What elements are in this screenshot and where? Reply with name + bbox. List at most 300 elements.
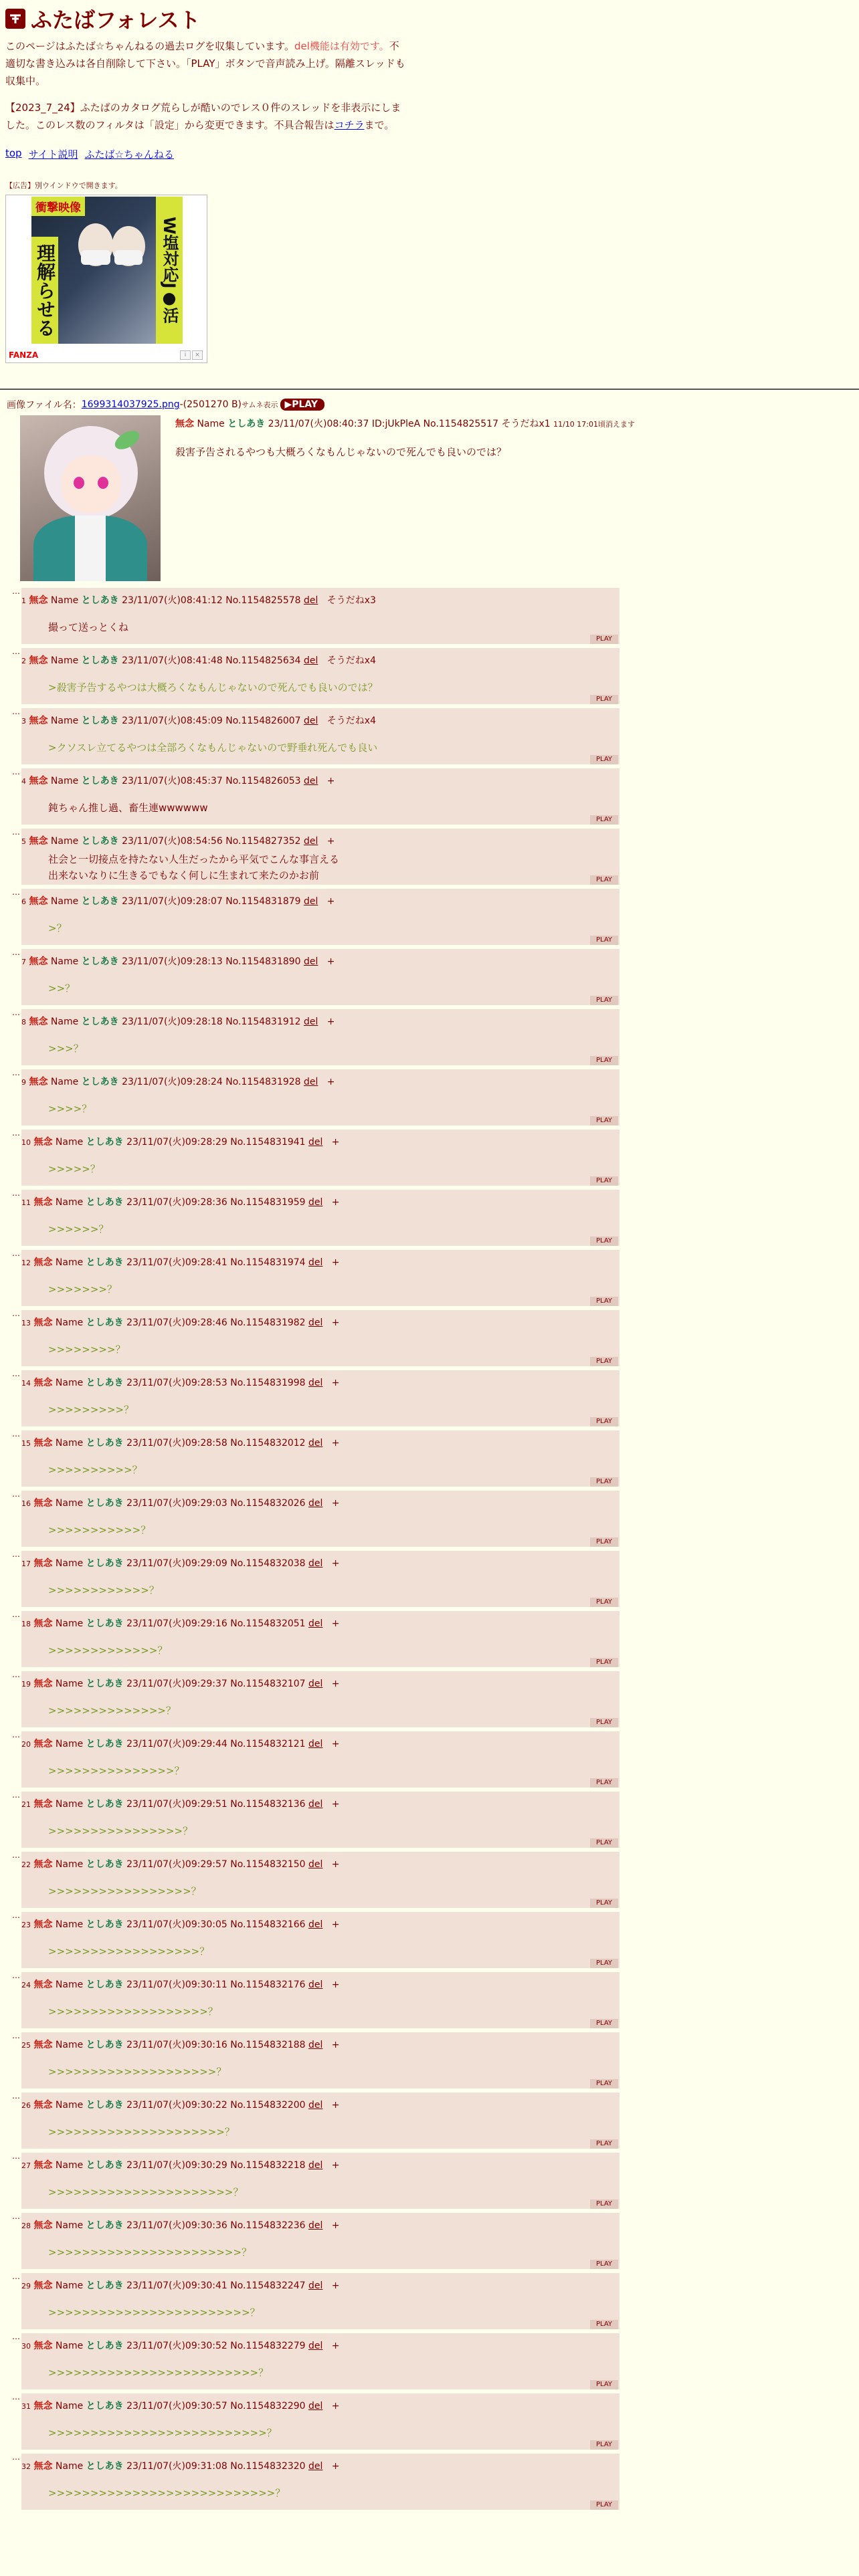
reply-sodane[interactable]: + (331, 1679, 340, 1689)
reply-text-line: >>>>>>>>>>>>>>>>？ (48, 1825, 193, 1837)
ad-close-icon[interactable]: × (192, 350, 203, 360)
reply-dots: … (12, 1911, 20, 1920)
reply-del-link[interactable]: del (308, 2040, 323, 2050)
reply-box (21, 1310, 619, 1366)
reply-no[interactable]: No.1154832136 (230, 1799, 306, 1810)
op-post (20, 415, 859, 581)
reply-row (0, 1250, 859, 1306)
reply-no[interactable]: No.1154832107 (230, 1679, 306, 1689)
file-info (7, 398, 859, 411)
reply-play-button[interactable]: PLAY (590, 2500, 618, 2510)
reply-number-index: 10 (21, 1138, 31, 1147)
reply-del-link[interactable]: del (308, 2100, 323, 2111)
reply-row (0, 1310, 859, 1366)
reply-name: としあき (81, 956, 119, 967)
reply-play-button[interactable]: PLAY (590, 815, 618, 825)
reply-text (48, 1041, 84, 1055)
reply-row (0, 829, 859, 885)
reply-number-index: 14 (21, 1379, 31, 1388)
bug-report-link[interactable]: コチラ (334, 119, 365, 131)
reply-name-label: Name (55, 2100, 84, 2111)
reply-no[interactable]: No.1154832038 (230, 1558, 306, 1569)
reply-del-link[interactable]: del (304, 776, 318, 786)
notice-text-a: 【2023_7_24】ふたばのカタログ荒らしが酷いのでレス０件のスレッドを非表示にしました。このレス数のフィルタは「設定」から変更できます。不具合報告は (5, 102, 401, 131)
reply-del-link[interactable]: del (308, 1558, 323, 1569)
site-title-bar (5, 5, 854, 32)
reply-box (21, 2273, 619, 2329)
reply-name: としあき (81, 1077, 119, 1087)
reply-del-link[interactable]: del (304, 595, 318, 606)
reply-name-label: Name (55, 1438, 84, 1448)
reply-row (0, 1491, 859, 1547)
reply-subject: 無念 (33, 1378, 53, 1388)
reply-del-link[interactable]: del (308, 1378, 323, 1388)
reply-name-label: Name (55, 1257, 84, 1268)
reply-header (21, 2098, 340, 2111)
reply-sodane[interactable]: + (326, 1016, 335, 1027)
reply-play-button[interactable]: PLAY (590, 1598, 618, 1607)
reply-box (21, 1551, 619, 1607)
reply-dots: … (12, 2392, 20, 2401)
reply-date: 23/11/07(火)09:28:07 (122, 896, 223, 907)
reply-play-button[interactable]: PLAY (590, 1237, 618, 1246)
reply-text-line: >>>>>>>？ (48, 1283, 117, 1295)
reply-no[interactable]: No.1154832218 (230, 2160, 306, 2171)
reply-date: 23/11/07(火)09:30:57 (126, 2401, 227, 2411)
reply-row (0, 1190, 859, 1246)
reply-sodane[interactable]: + (331, 1498, 340, 1509)
reply-subject: 無念 (29, 716, 48, 726)
reply-sodane[interactable]: + (326, 776, 335, 786)
reply-del-link[interactable]: del (304, 1016, 318, 1027)
reply-date: 23/11/07(火)08:54:56 (122, 836, 223, 847)
reply-text (48, 1884, 201, 1898)
reply-no[interactable]: No.1154832279 (230, 2341, 306, 2351)
reply-play-button[interactable]: PLAY (590, 1959, 618, 1968)
reply-name: としあき (86, 1378, 124, 1388)
reply-date: 23/11/07(火)09:30:52 (126, 2341, 227, 2351)
reply-sodane[interactable]: + (331, 1799, 340, 1810)
ad-brand-logo: FANZA (9, 350, 39, 360)
ad-mask-1 (81, 250, 110, 265)
reply-dots: … (12, 1249, 20, 1258)
reply-text-line: >>>>>>>>>？ (48, 1404, 134, 1416)
reply-header (21, 2459, 340, 2472)
reply-row (0, 1130, 859, 1186)
reply-sodane[interactable]: + (331, 1618, 340, 1629)
reply-sodane[interactable]: + (331, 2040, 340, 2050)
reply-row (0, 2273, 859, 2329)
desc-text-a: このページはふたば☆ちゃんねるの過去ログを収集しています。 (5, 40, 294, 52)
reply-play-button[interactable]: PLAY (590, 2260, 618, 2269)
reply-sodane[interactable]: + (331, 1438, 340, 1448)
reply-del-link[interactable]: del (308, 1137, 323, 1148)
reply-text (48, 1523, 151, 1537)
reply-del-link[interactable]: del (308, 1679, 323, 1689)
reply-no[interactable]: No.1154831941 (230, 1137, 306, 1148)
reply-no[interactable]: No.1154825578 (225, 595, 301, 606)
reply-no[interactable]: No.1154832051 (230, 1618, 306, 1629)
reply-row (0, 2153, 859, 2209)
reply-dots: … (12, 1549, 20, 1559)
reply-name-label: Name (55, 1799, 84, 1810)
reply-date: 23/11/07(火)09:28:46 (126, 1317, 227, 1328)
reply-number-index: 6 (21, 897, 26, 906)
op-thumbnail[interactable] (20, 415, 161, 581)
reply-text-line: >>>>>>>>>>>>>？ (48, 1644, 168, 1656)
reply-del-link[interactable]: del (308, 2220, 323, 2231)
reply-row (0, 2032, 859, 2088)
reply-sodane[interactable]: + (331, 2341, 340, 2351)
reply-text (48, 1402, 134, 1416)
reply-text (48, 2426, 277, 2440)
reply-del-link[interactable]: del (308, 1438, 323, 1448)
op-subject: 無念 (175, 419, 194, 429)
reply-sodane[interactable]: + (331, 2160, 340, 2171)
reply-text-line: 鈍ちゃん推し過、畜生連wwwwww (48, 802, 208, 814)
reply-no[interactable]: No.1154831912 (225, 1016, 301, 1027)
reply-subject: 無念 (33, 1739, 53, 1749)
reply-subject: 無念 (33, 1317, 53, 1328)
reply-name-label: Name (55, 1919, 84, 1930)
reply-date: 23/11/07(火)09:30:22 (126, 2100, 227, 2111)
reply-header (21, 1977, 340, 1991)
reply-name-label: Name (50, 1077, 79, 1087)
reply-name: としあき (86, 2220, 124, 2231)
reply-name-label: Name (50, 716, 79, 726)
reply-sodane[interactable]: そうだねx4 (326, 716, 376, 726)
reply-text (48, 1342, 126, 1356)
reply-name-label: Name (50, 836, 79, 847)
reply-no[interactable]: No.1154831998 (230, 1378, 306, 1388)
thread-separator (0, 389, 859, 390)
nav-top-link[interactable]: top (5, 147, 22, 159)
reply-no[interactable]: No.1154825634 (225, 655, 301, 666)
reply-sodane[interactable]: + (326, 836, 335, 847)
reply-del-link[interactable]: del (308, 1498, 323, 1509)
op-number[interactable]: No.1154825517 (423, 419, 498, 429)
reply-name-label: Name (50, 776, 79, 786)
reply-no[interactable]: No.1154832320 (230, 2461, 306, 2472)
reply-name: としあき (86, 2040, 124, 2050)
reply-no[interactable]: No.1154832026 (230, 1498, 306, 1509)
reply-box (21, 2454, 619, 2510)
reply-del-link[interactable]: del (308, 2341, 323, 2351)
reply-del-link[interactable]: del (304, 1077, 318, 1087)
reply-no[interactable]: No.1154832236 (230, 2220, 306, 2231)
reply-subject: 無念 (29, 836, 48, 847)
reply-name-label: Name (50, 1016, 79, 1027)
reply-dots: … (12, 887, 20, 897)
reply-dots: … (12, 1309, 20, 1318)
reply-sodane[interactable]: + (331, 2461, 340, 2472)
reply-sodane[interactable]: + (331, 1919, 340, 1930)
reply-row (0, 1009, 859, 1065)
reply-row (0, 2213, 859, 2269)
ad-note: 【広告】別ウインドウで開きます。 (5, 181, 122, 190)
reply-del-link[interactable]: del (308, 2160, 323, 2171)
reply-del-link[interactable]: del (308, 1317, 323, 1328)
reply-name-label: Name (50, 595, 79, 606)
reply-sodane[interactable]: + (331, 1739, 340, 1749)
reply-name-label: Name (55, 2160, 84, 2171)
ad-banner[interactable] (5, 195, 207, 363)
reply-play-button[interactable]: PLAY (590, 2320, 618, 2329)
reply-number-index: 5 (21, 837, 26, 846)
reply-play-button[interactable]: PLAY (590, 755, 618, 764)
reply-header (21, 714, 376, 727)
reply-header (21, 1135, 340, 1148)
reply-dots: … (12, 1068, 20, 1077)
reply-date: 23/11/07(火)09:29:57 (126, 1859, 227, 1870)
reply-date: 23/11/07(火)09:28:53 (126, 1378, 227, 1388)
futaba-logo-icon (5, 9, 25, 29)
reply-text (48, 981, 75, 995)
reply-del-link[interactable]: del (308, 2280, 323, 2291)
reply-del-link[interactable]: del (308, 1739, 323, 1749)
reply-text (48, 2245, 252, 2259)
reply-no[interactable]: No.1154832290 (230, 2401, 306, 2411)
reply-play-button[interactable]: PLAY (590, 2139, 618, 2149)
reply-play-button[interactable]: PLAY (590, 1537, 618, 1547)
reply-play-button[interactable]: PLAY (590, 1477, 618, 1487)
reply-number-index: 12 (21, 1259, 31, 1267)
reply-del-link[interactable]: del (308, 1257, 323, 1268)
reply-header (21, 2399, 340, 2412)
reply-no[interactable]: No.1154832150 (230, 1859, 306, 1870)
reply-del-link[interactable]: del (304, 836, 318, 847)
reply-subject: 無念 (33, 2040, 53, 2050)
ad-image[interactable] (31, 197, 183, 344)
reply-number-index: 8 (21, 1018, 26, 1027)
reply-sodane[interactable]: + (331, 1378, 340, 1388)
reply-box (21, 1250, 619, 1306)
reply-play-button[interactable]: PLAY (590, 1357, 618, 1366)
reply-box (21, 1009, 619, 1065)
reply-play-button[interactable]: PLAY (590, 2440, 618, 2450)
reply-play-button[interactable]: PLAY (590, 1899, 618, 1908)
reply-play-button[interactable]: PLAY (590, 1417, 618, 1426)
reply-dots: … (12, 2151, 20, 2161)
reply-number-index: 7 (21, 958, 26, 966)
reply-sodane[interactable]: + (331, 2401, 340, 2411)
reply-date: 23/11/07(火)09:28:24 (122, 1077, 223, 1087)
reply-text-line: >>>>>>>>>>>>>>>>>>>>>>>？ (48, 2246, 252, 2258)
reply-subject: 無念 (33, 2220, 53, 2231)
reply-name-label: Name (55, 1859, 84, 1870)
reply-del-link[interactable]: del (308, 1919, 323, 1930)
reply-no[interactable]: No.1154832121 (230, 1739, 306, 1749)
desc-text-red: del機能は有効です。 (294, 40, 389, 52)
reply-no[interactable]: No.1154831974 (230, 1257, 306, 1268)
reply-play-button[interactable]: PLAY (590, 936, 618, 945)
reply-box (21, 1190, 619, 1246)
reply-sodane[interactable]: + (331, 1558, 340, 1569)
reply-play-button[interactable]: PLAY (590, 2199, 618, 2209)
reply-text-line: >>>>>>>>>>>>>>>>>>？ (48, 1945, 210, 1957)
reply-number-index: 13 (21, 1319, 31, 1327)
reply-number-index: 28 (21, 2222, 31, 2230)
reply-sodane[interactable]: + (331, 1137, 340, 1148)
reply-text (48, 620, 128, 634)
ad-right-text: W塩対応J●活 (156, 197, 183, 344)
reply-header (21, 2158, 340, 2171)
reply-text-line: >>>>>>>>>>？ (48, 1464, 142, 1476)
reply-del-link[interactable]: del (308, 1979, 323, 1990)
reply-sodane[interactable]: + (326, 1077, 335, 1087)
reply-sodane[interactable]: + (331, 2280, 340, 2291)
reply-play-button[interactable]: PLAY (590, 635, 618, 644)
reply-del-link[interactable]: del (308, 2401, 323, 2411)
reply-row (0, 1972, 859, 2028)
reply-play-button[interactable]: PLAY (590, 1838, 618, 1848)
reply-no[interactable]: No.1154832012 (230, 1438, 306, 1448)
reply-date: 23/11/07(火)09:31:08 (126, 2461, 227, 2472)
reply-name-label: Name (55, 1679, 84, 1689)
reply-no[interactable]: No.1154826053 (225, 776, 301, 786)
reply-number-index: 23 (21, 1921, 31, 1929)
ad-info-icon[interactable]: i (180, 350, 191, 360)
reply-text (48, 851, 339, 883)
reply-del-link[interactable]: del (308, 1859, 323, 1870)
reply-name-label: Name (55, 1197, 84, 1208)
reply-date: 23/11/07(火)09:28:58 (126, 1438, 227, 1448)
reply-name: としあき (81, 716, 119, 726)
nav-futaba-link[interactable]: ふたば☆ちゃんねる (84, 148, 174, 160)
reply-name: としあき (86, 1799, 124, 1810)
reply-text-line: >>>>>>>>>>>>>>>>>>>>？ (48, 2066, 227, 2078)
reply-no[interactable]: No.1154831982 (230, 1317, 306, 1328)
reply-text (48, 921, 67, 935)
reply-text-line: >クソスレ立てるやつは全部ろくなもんじゃないので野垂れ死んでも良い (48, 742, 378, 754)
reply-no[interactable]: No.1154831879 (225, 896, 301, 907)
reply-header (21, 1496, 340, 1509)
reply-row (0, 1731, 859, 1788)
reply-number-index: 4 (21, 777, 26, 786)
reply-text-line: >>>>>>>>>>>>>>？ (48, 1705, 176, 1717)
reply-del-link[interactable]: del (304, 716, 318, 726)
reply-text (48, 1222, 108, 1236)
reply-play-button[interactable]: PLAY (590, 1297, 618, 1306)
reply-sodane[interactable]: + (326, 896, 335, 907)
reply-play-button[interactable]: PLAY (590, 695, 618, 704)
reply-subject: 無念 (33, 2280, 53, 2291)
reply-no[interactable]: No.1154826007 (225, 716, 301, 726)
op-date: 23/11/07(火)08:40:37 (268, 419, 369, 429)
reply-play-button[interactable]: PLAY (590, 996, 618, 1005)
reply-row (0, 889, 859, 945)
reply-play-button[interactable]: PLAY (590, 2079, 618, 2088)
reply-header (21, 1195, 340, 1208)
reply-header (21, 593, 376, 607)
reply-row (0, 708, 859, 764)
reply-play-button[interactable]: PLAY (590, 1658, 618, 1667)
reply-text-line: >>>>>>>>>>>>>>>>>>>>>？ (48, 2126, 235, 2138)
reply-sodane[interactable]: + (331, 1979, 340, 1990)
reply-date: 23/11/07(火)09:28:18 (122, 1016, 223, 1027)
reply-name: としあき (86, 2401, 124, 2411)
reply-del-link[interactable]: del (304, 896, 318, 907)
reply-number-index: 24 (21, 1981, 31, 1990)
reply-subject: 無念 (29, 595, 48, 606)
op-sodane[interactable]: そうだねx1 (501, 419, 551, 429)
reply-row (0, 1551, 859, 1607)
reply-del-link[interactable]: del (308, 2461, 323, 2472)
reply-no[interactable]: No.1154832188 (230, 2040, 306, 2050)
reply-text-line: >>>>>>>>>>>>>>>>>？ (48, 1885, 201, 1897)
reply-sodane[interactable]: + (331, 1197, 340, 1208)
reply-no[interactable]: No.1154832247 (230, 2280, 306, 2291)
reply-name-label: Name (55, 1378, 84, 1388)
reply-number-index: 17 (21, 1560, 31, 1568)
reply-sodane[interactable]: そうだねx3 (326, 595, 376, 606)
op-header (175, 417, 635, 430)
reply-sodane[interactable]: + (326, 956, 335, 967)
reply-subject: 無念 (29, 896, 48, 907)
reply-del-link[interactable]: del (308, 1799, 323, 1810)
op-expire: 11/10 17:01頃消えます (553, 420, 636, 429)
reply-sodane[interactable]: + (331, 1257, 340, 1268)
reply-date: 23/11/07(火)09:30:29 (126, 2160, 227, 2171)
reply-del-link[interactable]: del (308, 1197, 323, 1208)
reply-name: としあき (86, 1739, 124, 1749)
reply-text-line: >>>>>>>>>>>>>>>>>>>>>>>>？ (48, 2306, 260, 2319)
reply-sodane[interactable]: + (331, 1859, 340, 1870)
reply-no[interactable]: No.1154832176 (230, 1979, 306, 1990)
reply-no[interactable]: No.1154831928 (225, 1077, 301, 1087)
reply-play-button[interactable]: PLAY (590, 875, 618, 885)
reply-subject: 無念 (33, 2341, 53, 2351)
reply-number-index: 9 (21, 1078, 26, 1087)
reply-name: としあき (81, 595, 119, 606)
reply-no[interactable]: No.1154827352 (225, 836, 301, 847)
reply-play-button[interactable]: PLAY (590, 1116, 618, 1125)
reply-subject: 無念 (33, 1618, 53, 1629)
reply-subject: 無念 (33, 1919, 53, 1930)
reply-play-button[interactable]: PLAY (590, 2380, 618, 2389)
reply-play-button[interactable]: PLAY (590, 2019, 618, 2028)
reply-name: としあき (86, 1558, 124, 1569)
reply-sodane[interactable]: + (331, 2100, 340, 2111)
file-link[interactable]: 1699314037925.png (81, 399, 180, 410)
reply-header (21, 954, 335, 968)
reply-sodane[interactable]: そうだねx4 (326, 655, 376, 666)
reply-name-label: Name (55, 2280, 84, 2291)
reply-no[interactable]: No.1154831959 (230, 1197, 306, 1208)
reply-no[interactable]: No.1154832166 (230, 1919, 306, 1930)
reply-row (0, 588, 859, 644)
reply-play-button[interactable]: PLAY (590, 1176, 618, 1186)
nav-site-desc-link[interactable]: サイト説明 (28, 148, 78, 160)
reply-del-link[interactable]: del (304, 956, 318, 967)
reply-sodane[interactable]: + (331, 1317, 340, 1328)
reply-name: としあき (81, 836, 119, 847)
reply-play-button[interactable]: PLAY (590, 1718, 618, 1727)
reply-del-link[interactable]: del (308, 1618, 323, 1629)
reply-dots: … (12, 707, 20, 716)
reply-play-button[interactable]: PLAY (590, 1778, 618, 1788)
reply-text-line: 社会と一切接点を持たない人生だったから平気でこんな事言える (48, 853, 340, 865)
reply-no[interactable]: No.1154832200 (230, 2100, 306, 2111)
reply-text-line: >？ (48, 922, 67, 934)
reply-dots: … (12, 767, 20, 776)
reply-sodane[interactable]: + (331, 2220, 340, 2231)
reply-no[interactable]: No.1154831890 (225, 956, 301, 967)
reply-del-link[interactable]: del (304, 655, 318, 666)
reply-play-button[interactable]: PLAY (590, 1056, 618, 1065)
op-play-button[interactable] (280, 399, 324, 411)
reply-name: としあき (86, 1197, 124, 1208)
